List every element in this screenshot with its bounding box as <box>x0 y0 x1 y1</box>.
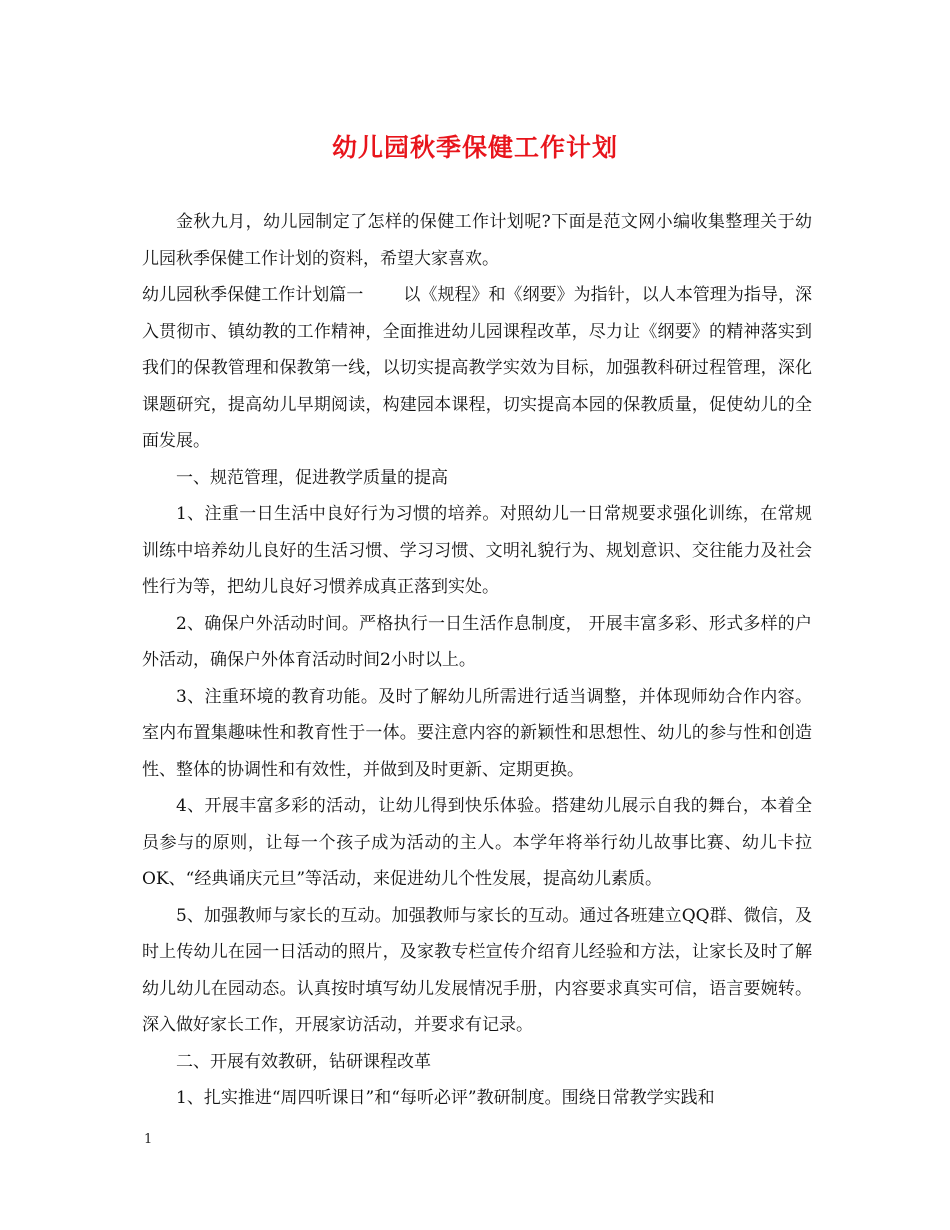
page-number: 1 <box>144 1132 153 1147</box>
paragraph-habits: 1、注重一日生活中良好行为习惯的培养。对照幼儿一日常规要求强化训练，在常规训练中培养幼儿良好的生活习惯、学习习惯、文明礼貌行为、规划意识、交往能力及社会性行为等，把幼儿良好习惯养成真正落到实处。 <box>142 504 812 597</box>
section-text: 以《规程》和《纲要》为指针，以人本管理为指导，深入贯彻市、镇幼教的工作精神，全面推进幼儿园课程改革，尽力让《纲要》的精神落实到我们的保教管理和保教第一线，以切实提高教学实效为目标，加强教科研过程管理，深化课题研究，提高幼儿早期阅读，构建园本课程，切实提高本园的保教质量，促使幼儿的全面发展。 <box>142 285 813 451</box>
document-body <box>142 204 812 1117</box>
paragraph-outdoor-activity: 2、确保户外活动时间。严格执行一日生活作息制度， 开展丰富多彩、形式多样的户外活动，确保户外体育活动时间2小时以上。 <box>142 613 812 670</box>
paragraph-thursday-lectures: 1、扎实推进“周四听课日”和“每听必评”教研制度。围绕日常教学实践和 <box>176 1088 715 1108</box>
paragraph-parent-interaction: 5、加强教师与家长的互动。加强教师与家长的互动。通过各班建立QQ群、微信，及时上传幼儿在园一日活动的照片，及家教专栏宣传介绍育儿经验和方法，让家长及时了解幼儿幼儿在园动态。认真按时填写幼儿发展情况手册，内容要求真实可信，语言要婉转。深入做好家长工作，开展家访活动，并要求有记录。 <box>142 905 812 1035</box>
heading-effective-research: 二、开展有效教研，钻研课程改革 <box>176 1051 431 1072</box>
paragraph-activities: 4、开展丰富多彩的活动，让幼儿得到快乐体验。搭建幼儿展示自我的舞台，本着全员参与的原则，让每一个孩子成为活动的主人。本学年将举行幼儿故事比赛、幼儿卡拉OK、“经典诵庆元旦”等活动，来促进幼儿个性发展，提高幼儿素质。 <box>142 796 812 889</box>
section-paragraph <box>142 277 812 460</box>
paragraph-environment: 3、注重环境的教育功能。及时了解幼儿所需进行适当调整，并体现师幼合作内容。室内布置集趣味性和教育性于一体。要注意内容的新颖性和思想性、幼儿的参与性和创造性、整体的协调性和有效性，并做到及时更新、定期更换。 <box>142 686 812 780</box>
section-label: 幼儿园秋季保健工作计划篇一 <box>142 285 364 305</box>
intro-paragraph: 金秋九月，幼儿园制定了怎样的保健工作计划呢?下面是范文网小编收集整理关于幼儿园秋季保健工作计划的资料，希望大家喜欢。 <box>142 212 812 269</box>
document-title: 幼儿园秋季保健工作计划 <box>331 133 618 162</box>
heading-standard-management: 一、规范管理，促进教学质量的提高 <box>176 467 448 488</box>
